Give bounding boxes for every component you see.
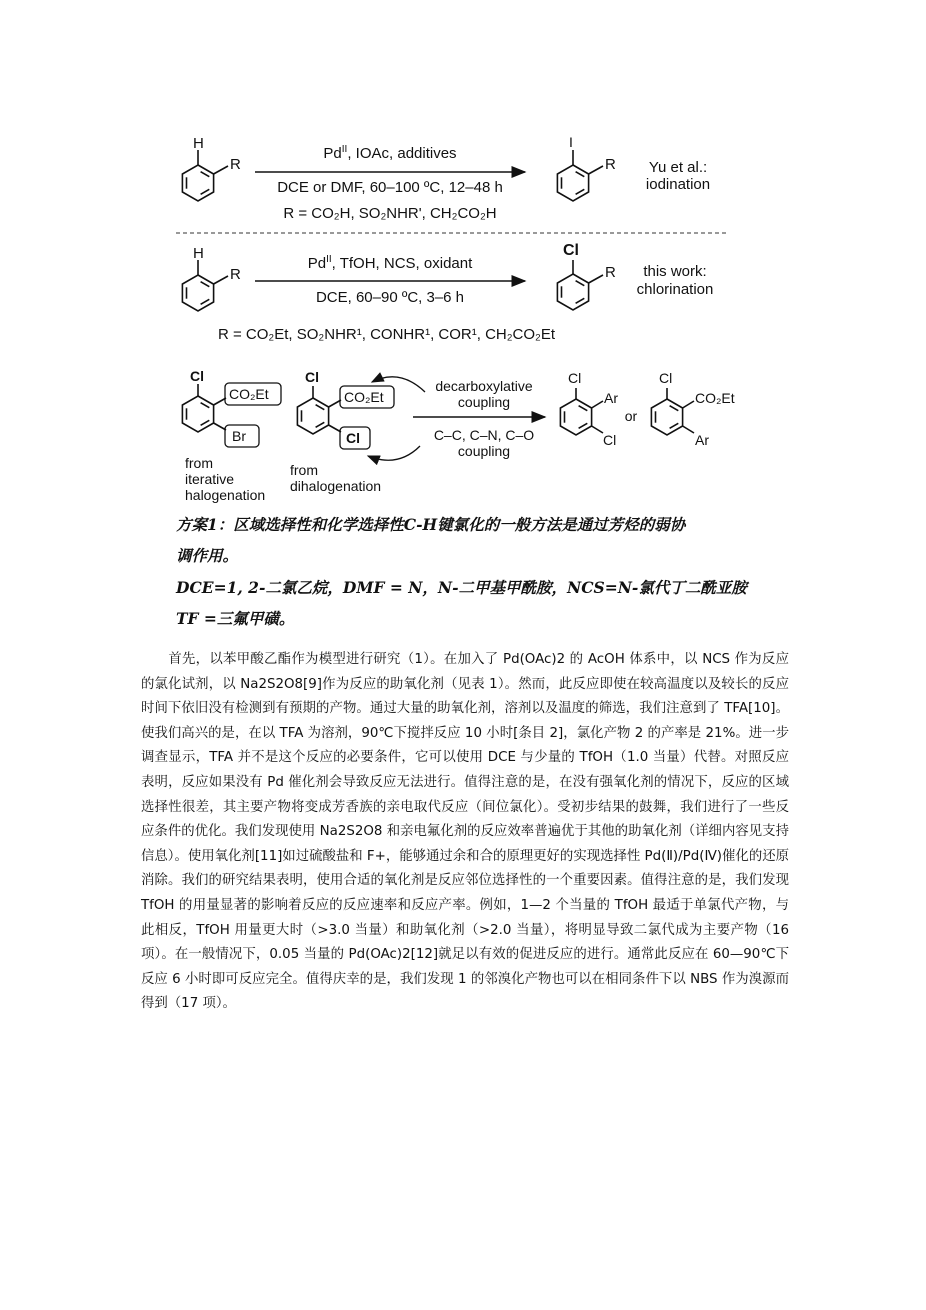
or-label: or (624, 408, 638, 424)
product-d-cl-label: Cl (659, 370, 673, 386)
reaction-scheme (0, 0, 926, 520)
top-note-line1: Yu et al.: (648, 159, 708, 176)
top-conditions-line3: R = CO₂H, SO₂NHR', CH₂CO₂H (283, 205, 497, 222)
top-product-i-label: I (569, 134, 573, 150)
r-group-list: R = CO₂Et, SO₂NHR¹, CONHR¹, COR¹, CH₂CO₂Et (218, 326, 556, 343)
scheme-caption-line2: 调作用。 (176, 546, 239, 565)
compound-b (297, 369, 394, 449)
top-product (557, 134, 616, 201)
middle-product-cl-label: Cl (563, 242, 579, 259)
compound-b-cl-label: Cl (305, 369, 319, 385)
product-c (560, 370, 618, 448)
product-d-ar-label: Ar (695, 432, 709, 448)
product-c-cl2-label: Cl (603, 432, 617, 448)
scheme-caption-line4: TF =三氟甲磺。 (176, 609, 295, 628)
body-paragraph: 首先，以苯甲酸乙酯作为模型进行研究（1）。在加入了 Pd(OAc)2 的 AcOH 体系中，以 NCS 作为反应的氯化试剂，以 Na2S2O8[9]作为反应的助氧化剂（见表 1）。然而，此反应即使在较高温度以及较长的反应时间下依旧没有检测到有预期的产物。通过大量的助氧化剂，溶剂以及温度的筛选，我们注意到了 TFA[10]。使我们高兴的是，在以 TFA 为溶剂，90℃下搅拌反应 10 小时[条目 2]，氯化产物 2 的产率是 21%。进一步调查显示，TFA 并不是这个反应的必要条件，它可以使用 DCE 与少量的 TfOH（1.0 当量）代替。对照反应表明，反应如果没有 Pd 催化剂会导致反应无法进行。值得注意的是，在没有强氧化剂的情况下，反应的区域选择性很差，其主要产物将变成芳香族的亲电取代反应（间位氯化）。受初步结果的鼓舞，我们进行了一些反应条件的优化。我们发现使用 Na2S2O8 和亲电氟化剂的反应效率普遍优于其他的助氧化剂（详细内容见支持信息）。使用氧化剂[11]如过硫酸盐和 F+，能够通过余和合的原理更好的实现选择性 Pd(Ⅱ)/Pd(Ⅳ)催化的还原消除。我们的研究结果表明，使用合适的氧化剂是反应邻位选择性的一个重要因素。值得注意的是，我们发现 TfOH 的用量显著的影响着反应的反应速率和反应产率。例如，1—2 个当量的 TfOH 最适于单氯代产物，与此相反，TfOH 用量更大时（>3.0 当量）和助氧化剂（>2.0 当量），将明显导致二氯代成为主要产物（16 项）。在一般情况下，0.05 当量的 Pd(OAc)2[12]就足以有效的促进反应的进行。通常此反应在 60—90℃下反应 6 小时即可反应完全。值得庆幸的是，我们发现 1 的邻溴化产物也可以在相同条件下以 NBS 作为溴源而得到（17 项）。 (141, 652, 789, 1012)
compound-a (182, 368, 281, 447)
middle-reactant-h-label: H (193, 245, 204, 262)
compound-a-caption-2: iterative (185, 471, 235, 487)
compound-b-caption-2: dihalogenation (290, 478, 382, 494)
top-reactant-r-label: R (230, 156, 241, 173)
compound-a-caption-1: from (185, 455, 213, 471)
middle-note-line2: chlorination (636, 281, 714, 298)
middle-reactant (182, 245, 241, 311)
middle-product-r-label: R (605, 264, 616, 281)
compound-a-br-label: Br (232, 428, 246, 444)
middle-conditions-line1: $Pd^{II}$, TfOH, NCS, oxidant (307, 254, 473, 272)
scheme-caption-line1: 方案1：区域选择性和化学选择性C-H键氯化的一般方法是通过芳烃的弱协 (176, 515, 686, 534)
middle-product (557, 242, 616, 310)
middle-note-line1: this work: (643, 263, 707, 280)
compound-a-caption-3: halogenation (185, 487, 266, 503)
top-reactant-h-label: H (193, 135, 204, 152)
top-product-r-label: R (605, 156, 616, 173)
top-note-line2: iodination (645, 176, 711, 193)
upper-arrow-label-1: decarboxylative (435, 378, 533, 394)
product-c-ar-label: Ar (604, 390, 618, 406)
top-conditions-line1: $Pd^{II}$, IOAc, additives (323, 144, 457, 162)
product-d-co2et-label: CO₂Et (695, 390, 735, 406)
compound-b-caption-1: from (290, 462, 318, 478)
compound-b-cl2-label: Cl (346, 430, 360, 446)
curved-arrow-lower (368, 446, 420, 460)
middle-conditions-line2: DCE, 60–90 ºC, 3–6 h (315, 289, 465, 306)
product-d (651, 370, 734, 448)
top-reactant (182, 135, 241, 201)
compound-b-co2et-label: CO₂Et (344, 389, 384, 405)
compound-a-co2et-label: CO₂Et (229, 386, 269, 402)
product-c-cl-label: Cl (568, 370, 582, 386)
compound-a-cl-label: Cl (190, 368, 204, 384)
lower-arrow-label-1: C–C, C–N, C–O (433, 427, 535, 443)
lower-arrow-label-2: coupling (457, 443, 511, 459)
middle-reactant-r-label: R (230, 266, 241, 283)
top-conditions-line2: DCE or DMF, 60–100 ºC, 12–48 h (277, 179, 503, 196)
scheme-caption-line3: DCE=1, 2-二氯乙烷，DMF = N，N-二甲基甲酰胺，NCS=N-氯代丁二酰亚胺 (176, 578, 747, 597)
upper-arrow-label-2: coupling (457, 394, 511, 410)
